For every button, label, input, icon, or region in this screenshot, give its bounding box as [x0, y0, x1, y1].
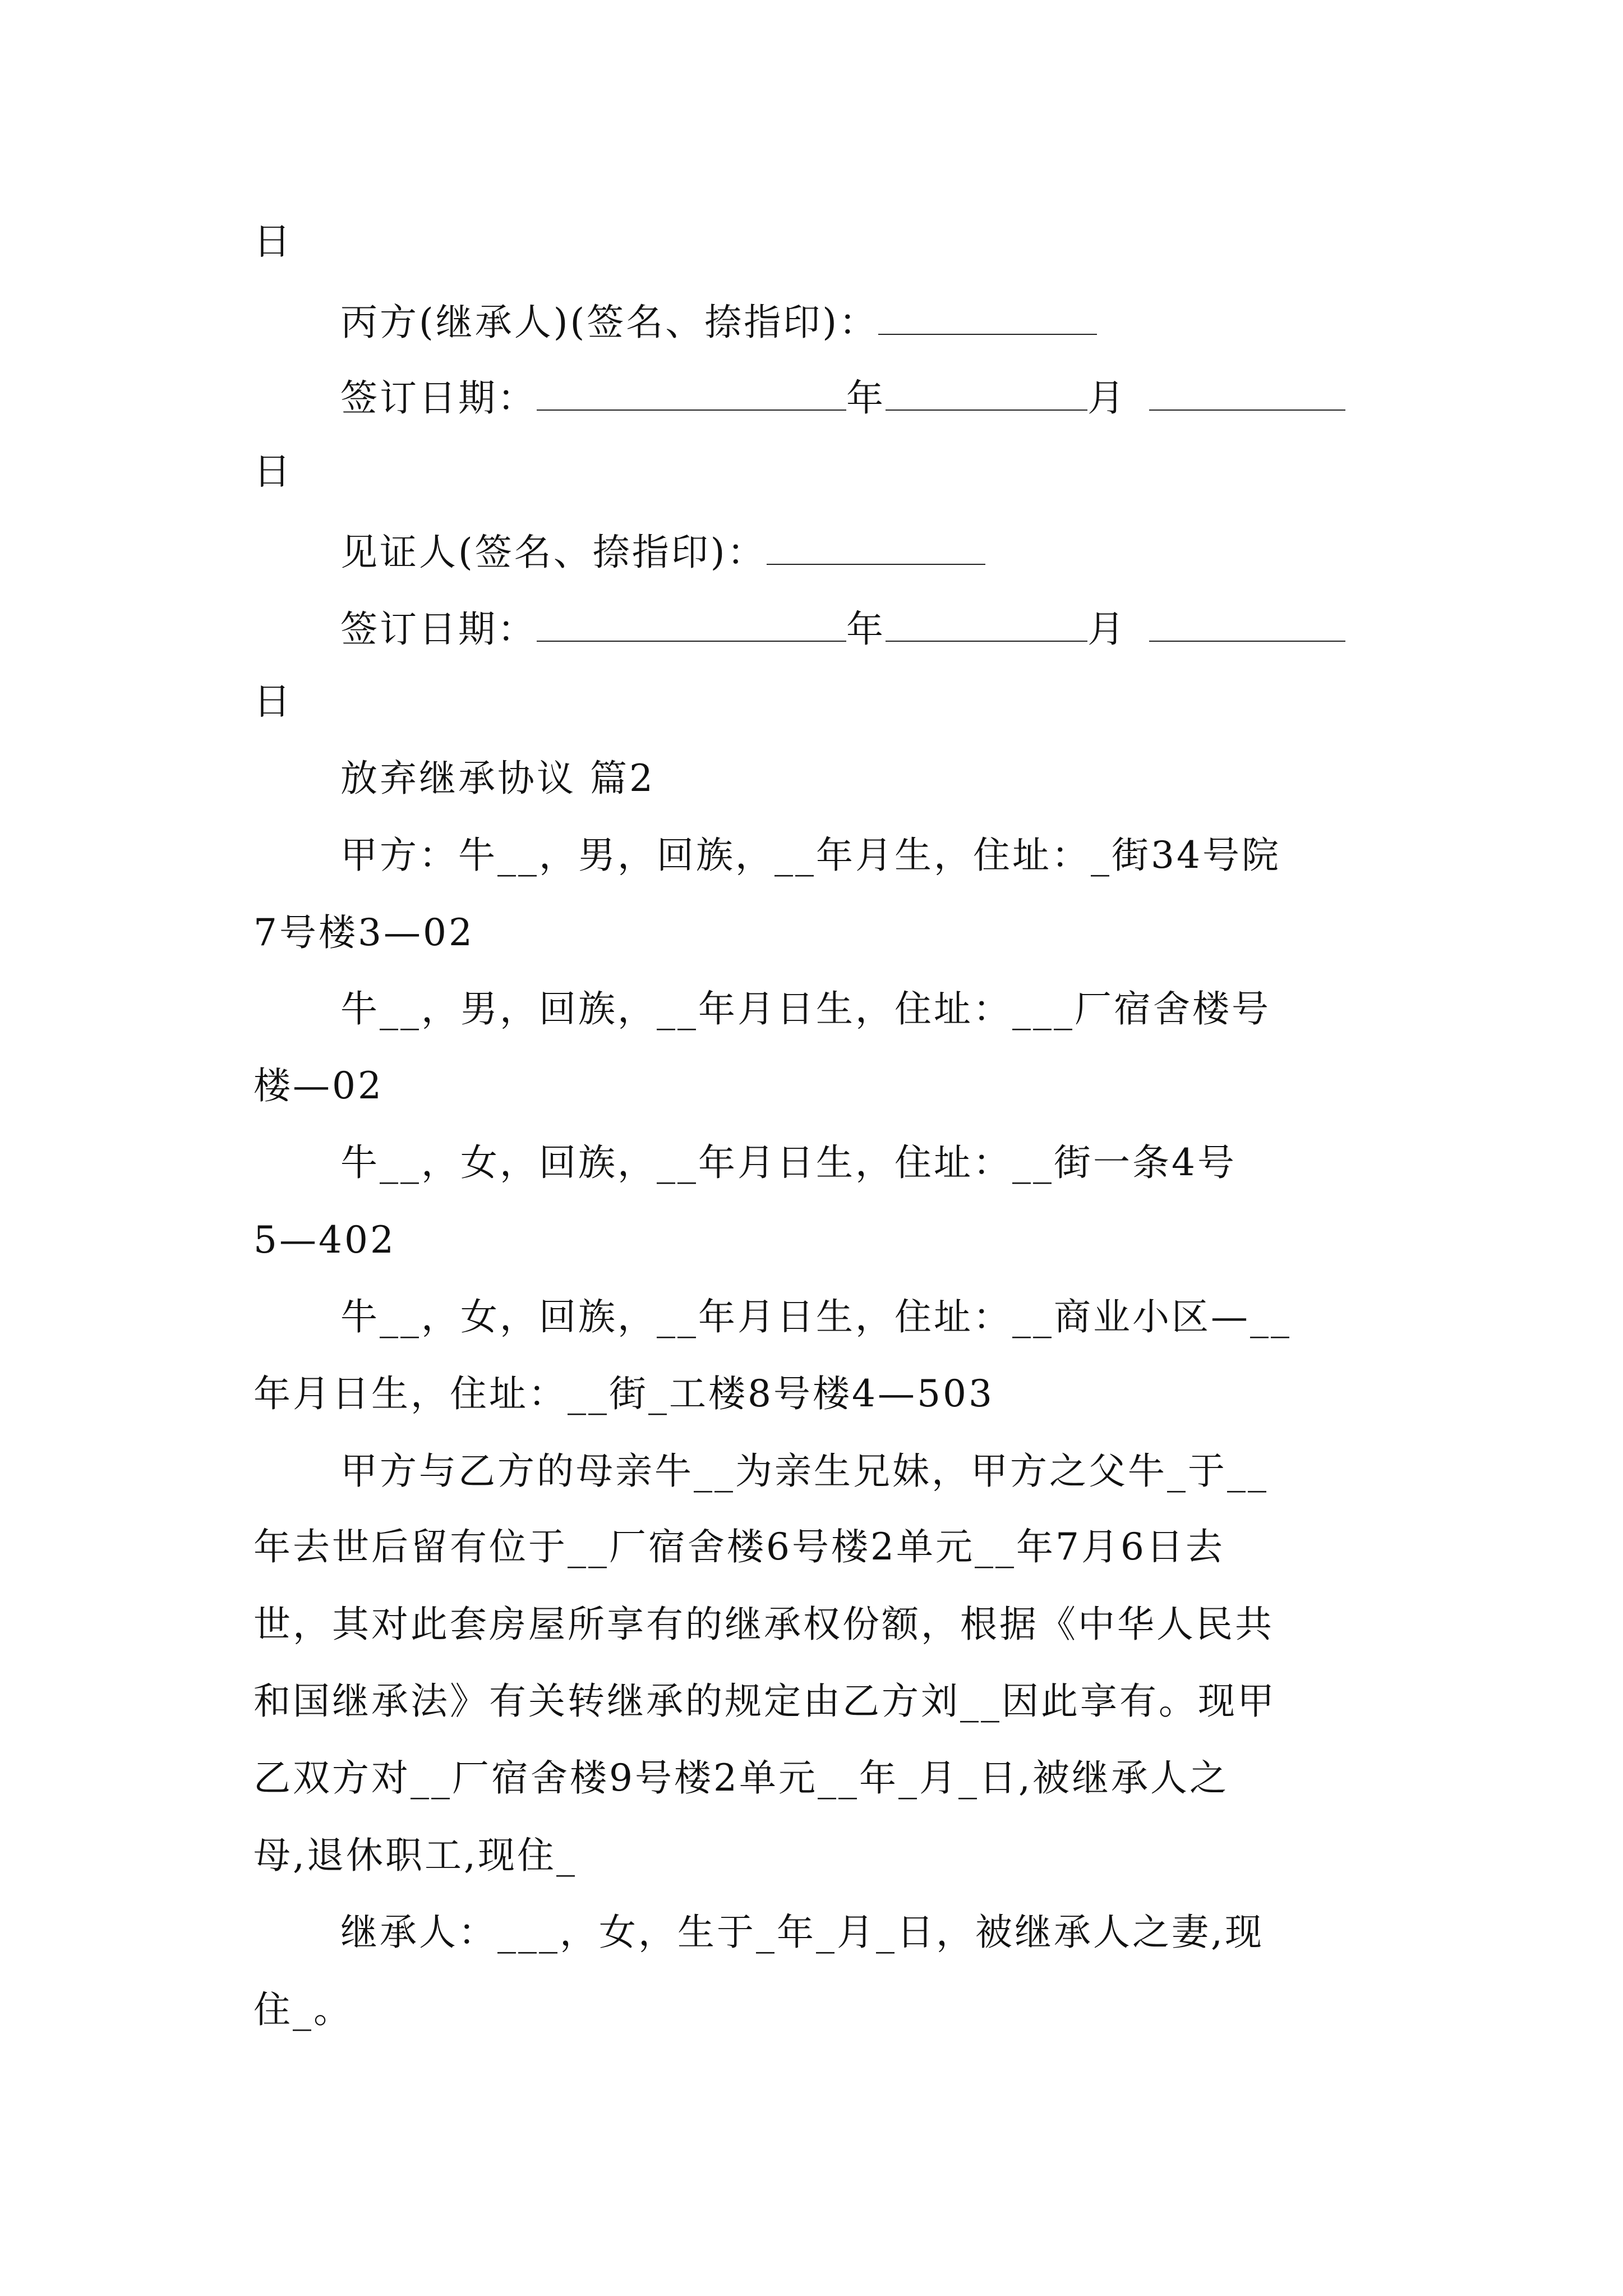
day-blank: [1149, 376, 1345, 411]
year-label: 年: [846, 376, 886, 420]
signing-date-line: [340, 607, 1462, 651]
paragraph-line: 楼—02: [253, 1064, 384, 1107]
signature-blank: [878, 300, 1097, 335]
paragraph-line: 牛__，女，回族，__年月日生，住址：__商业小区—__: [340, 1295, 1292, 1338]
year-blank: [537, 607, 846, 642]
paragraph-line: 和国继承法》有关转继承的规定由乙方刘__因此享有。现甲: [253, 1680, 1276, 1723]
signing-date-label: 签订日期：: [340, 376, 537, 420]
paragraph-line: 住_。: [253, 1988, 353, 2031]
paragraph-line: 牛__，女，回族，__年月日生，住址：__街一条4号: [340, 1141, 1237, 1184]
paragraph-line: 甲方与乙方的母亲牛__为亲生兄妹，甲方之父牛_于__: [340, 1450, 1269, 1493]
month-label: 月: [1087, 376, 1127, 420]
month-label: 月: [1087, 608, 1127, 651]
signature-blank: [767, 530, 985, 565]
month-blank: [886, 607, 1087, 642]
section-heading: 放弃继承协议 篇2: [340, 757, 655, 800]
party-c-signature-label: 丙方(继承人)(签名、捺指印)：: [340, 301, 878, 344]
paragraph-line: 年月日生，住址：__街_工楼8号楼4—503: [253, 1372, 994, 1415]
month-blank: [886, 376, 1087, 411]
paragraph-line: 甲方：牛__，男，回族，__年月生，住址：_街34号院: [340, 834, 1281, 877]
paragraph-line: 继承人：___，女，生于_年_月_日，被继承人之妻,现: [340, 1911, 1264, 1954]
paragraph-line: 乙双方对__厂宿舍楼9号楼2单元__年_月_日,被继承人之: [253, 1756, 1229, 1800]
year-blank: [537, 376, 846, 411]
text-line: 日: [253, 680, 293, 723]
paragraph-line: 年去世后留有位于__厂宿舍楼6号楼2单元__年7月6日去: [253, 1525, 1225, 1568]
signing-date-line: [340, 376, 1462, 420]
party-c-signature-line: [340, 300, 1462, 344]
year-label: 年: [846, 608, 886, 651]
paragraph-line: 世，其对此套房屋所享有的继承权份额，根据《中华人民共: [253, 1603, 1274, 1646]
paragraph-line: 7号楼3—02: [253, 911, 474, 954]
witness-signature-label: 见证人(签名、捺指印)：: [340, 531, 767, 574]
day-blank: [1149, 607, 1345, 642]
paragraph-line: 5—402: [253, 1218, 396, 1262]
paragraph-line: 母,退休职工,现住_: [253, 1834, 577, 1877]
paragraph-line: 牛__，男，回族，__年月日生，住址：___厂宿舍楼号: [340, 987, 1271, 1030]
witness-signature-line: [340, 530, 1462, 574]
text-line: 日: [253, 450, 293, 493]
text-line: 日: [253, 220, 293, 263]
signing-date-label: 签订日期：: [340, 608, 537, 651]
